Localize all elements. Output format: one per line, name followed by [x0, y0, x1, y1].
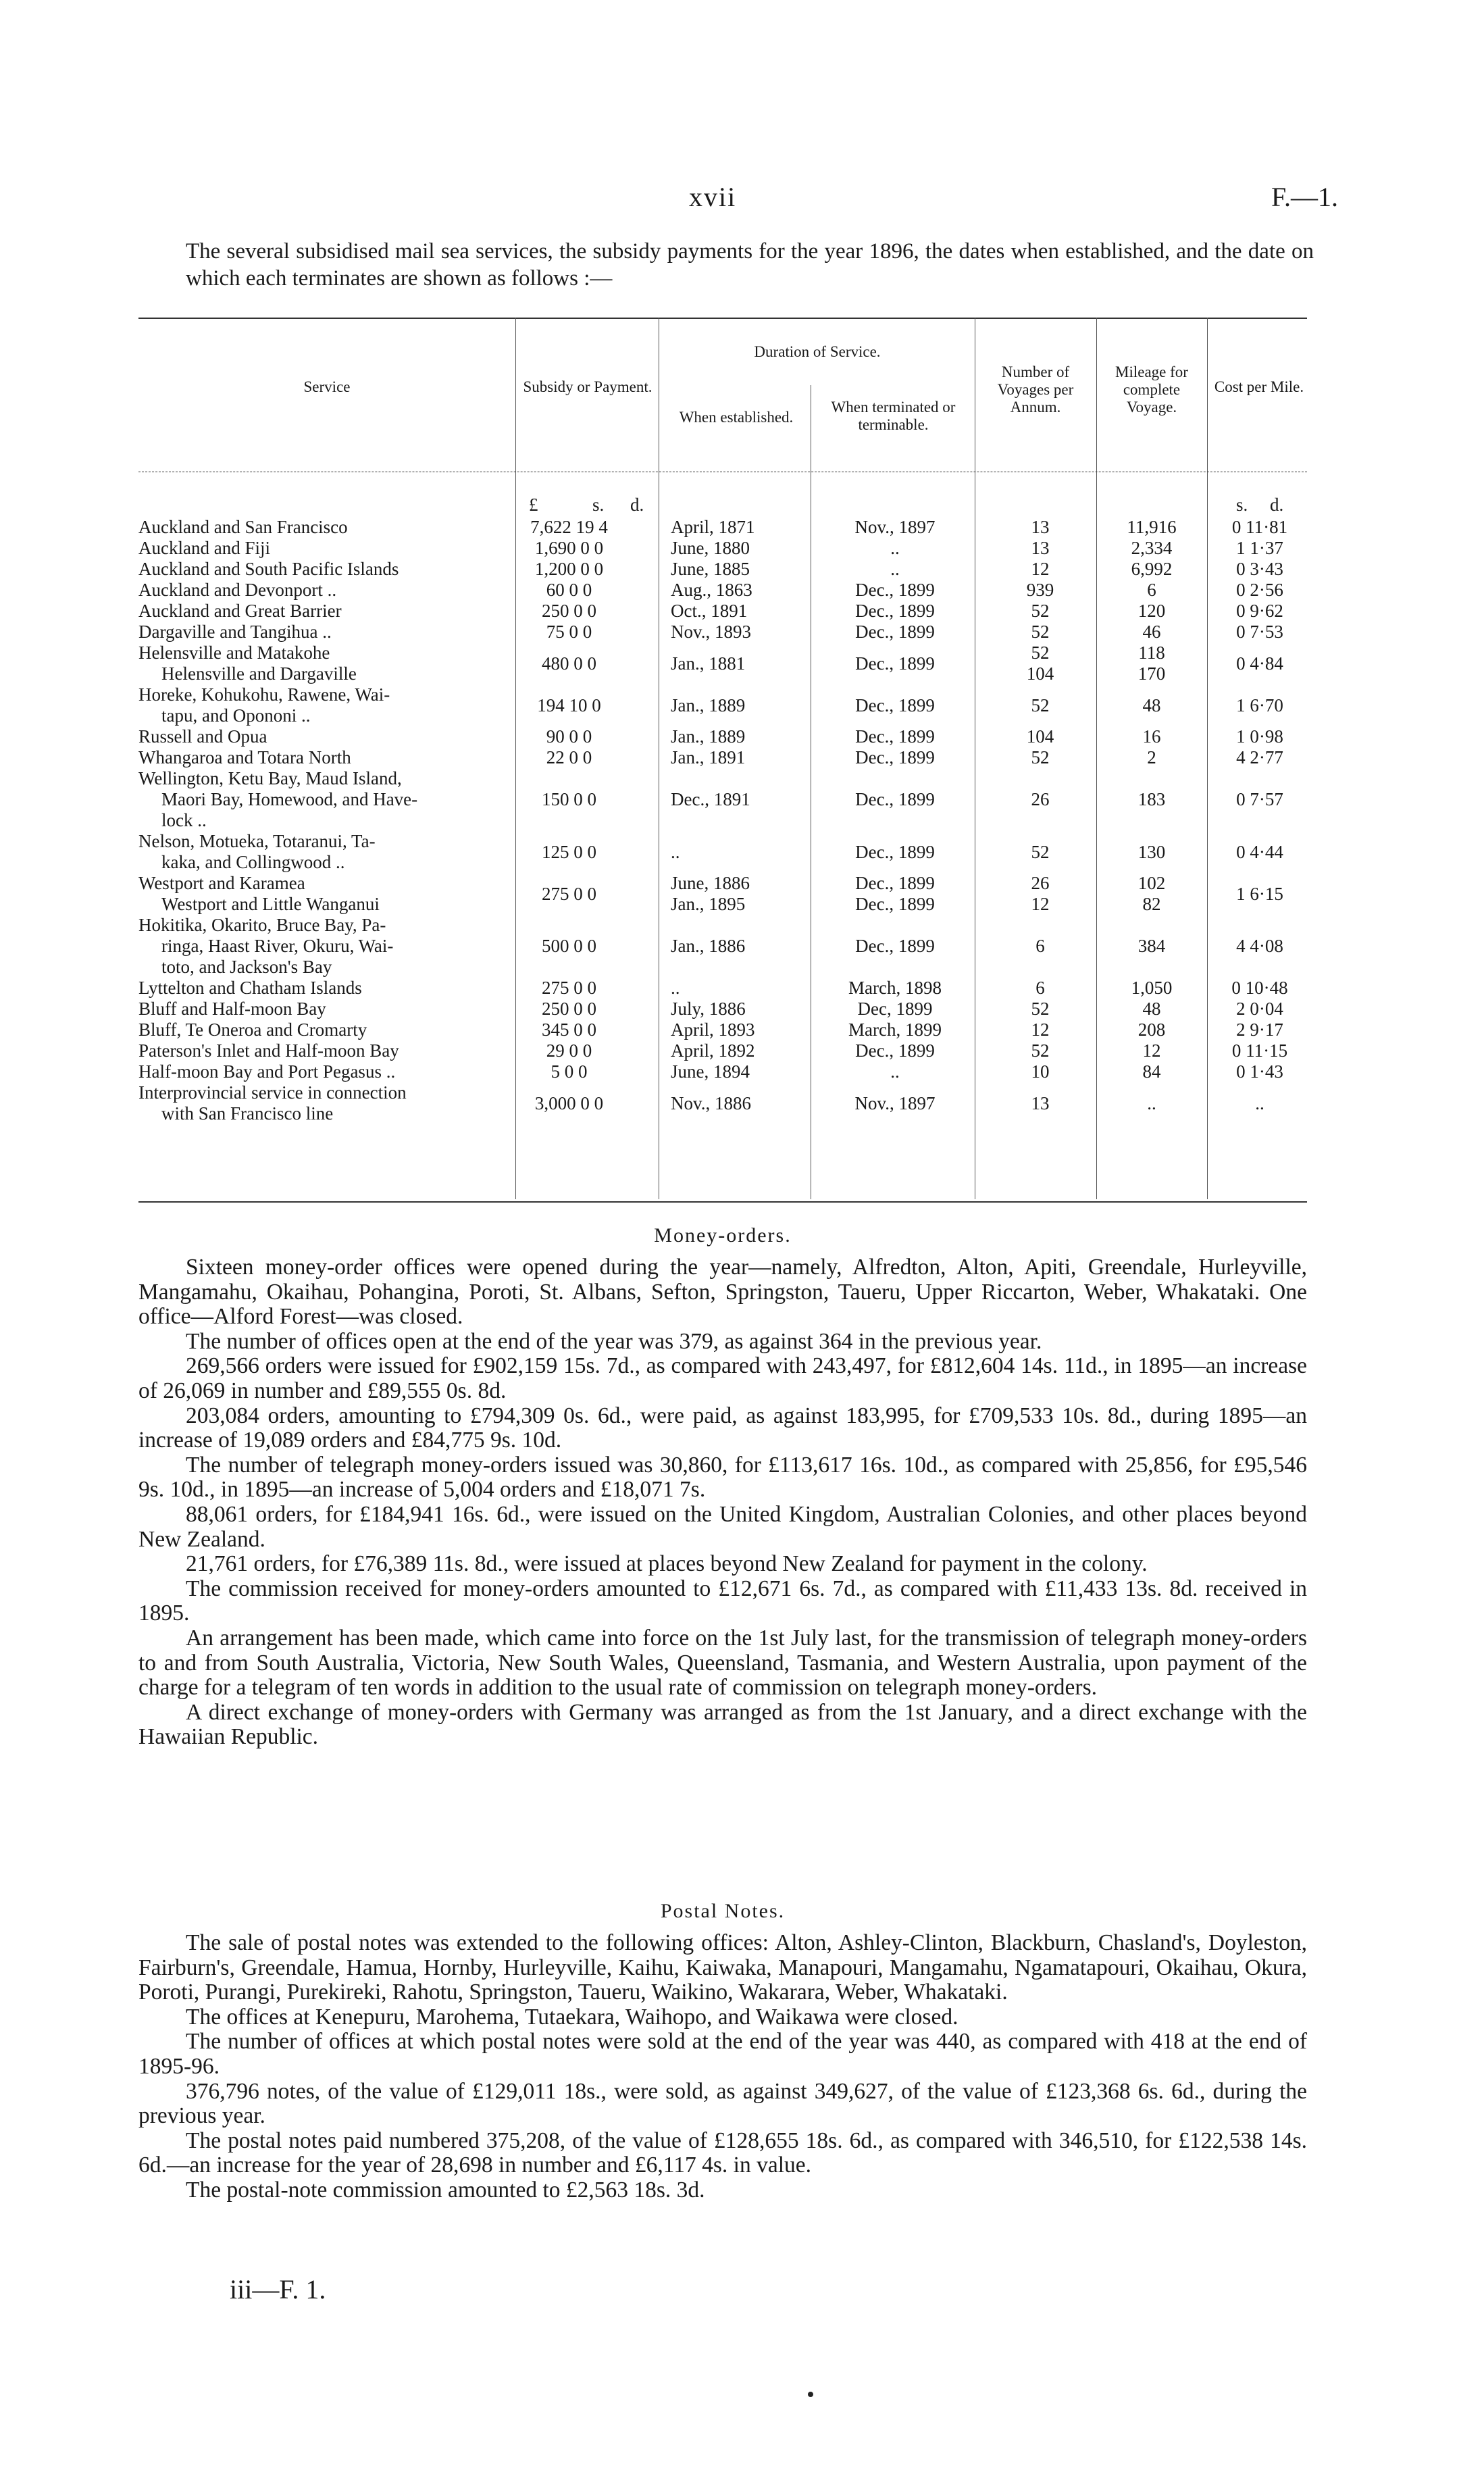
- voyages-per-annum: 13: [1031, 538, 1050, 558]
- voyages-per-annum: 52: [1031, 601, 1050, 621]
- mileage-per-voyage: 183: [1137, 789, 1166, 809]
- date-established: April, 1893: [671, 1020, 755, 1040]
- table-row: [138, 622, 1307, 643]
- service-name: [138, 1040, 503, 1061]
- service-line: kaka, and Collingwood ..: [161, 852, 345, 872]
- money-orders-section: [138, 1255, 1307, 1750]
- date-terminated: Dec., 1899: [855, 936, 935, 956]
- date-established: Jan., 1881: [671, 653, 746, 674]
- mileage-per-voyage: 16: [1142, 726, 1161, 747]
- header-voyages: Number of Voyages per Annum.: [997, 363, 1074, 416]
- postal-notes-section: [138, 1931, 1307, 2203]
- cost-per-mile: 0 11·81: [1231, 517, 1288, 537]
- subsidy-amount: 22 0 0: [546, 747, 592, 768]
- service-line: Dargaville and Tangihua ..: [138, 622, 332, 642]
- subsidy-amount: 345 0 0: [542, 1020, 596, 1040]
- table-row: [138, 601, 1307, 622]
- service-line: Auckland and Great Barrier: [138, 601, 342, 621]
- cost-per-mile: 0 9·62: [1236, 601, 1283, 621]
- service-line: Westport and Karamea: [138, 873, 305, 893]
- service-line: Auckland and Fiji: [138, 538, 270, 558]
- cost-per-mile: 0 7·57: [1236, 789, 1283, 809]
- mileage-per-voyage: 1,050: [1131, 978, 1173, 998]
- service-line: Hokitika, Okarito, Bruce Bay, Pa-: [138, 915, 386, 935]
- voyages-per-annum: 12: [1031, 1020, 1050, 1040]
- voyages-per-annum: 13: [1031, 1092, 1050, 1113]
- header-subsidy: Subsidy or Payment.: [523, 378, 653, 395]
- date-terminated: Dec., 1899: [855, 601, 935, 621]
- date-established: ..: [671, 978, 680, 998]
- voyages-per-annum: 10: [1031, 1061, 1050, 1082]
- service-line: Wellington, Ketu Bay, Maud Island,: [138, 768, 402, 788]
- date-terminated: March, 1898: [848, 978, 942, 998]
- date-established: April, 1871: [671, 517, 755, 537]
- money-orders-paragraph: Sixteen money-order offices were opened during the year—namely, Alfredton, Alton, Apiti, Greendale, Hurleyville, Mangamahu, Okaihau, Pohangina, Poroti, St. Albans, Sefton, Springston, Taueru, Upper Riccarton, Weber, Whakataki. One office—Alford Forest—was closed.: [138, 1255, 1307, 1330]
- table-row: [138, 517, 1307, 538]
- voyages-per-annum: 6: [1035, 978, 1045, 998]
- table-row: [138, 1061, 1307, 1082]
- subsidy-amount: 500 0 0: [542, 936, 596, 956]
- unit-cost-pence: d.: [1270, 495, 1284, 515]
- service-name: [138, 978, 503, 999]
- service-line: Maori Bay, Homewood, and Have-: [161, 789, 418, 809]
- mileage-per-voyage: 208: [1137, 1020, 1166, 1040]
- date-terminated: Nov., 1897: [854, 1092, 936, 1113]
- service-line: Westport and Little Wanganui: [161, 894, 380, 914]
- postal-notes-paragraph: The number of offices at which postal notes were sold at the end of the year was 440, as compared with 418 at the end of 1895-96.: [138, 2029, 1307, 2079]
- money-orders-paragraph: 269,566 orders were issued for £902,159 15s. 7d., as compared with 243,497, for £812,604 14s. 11d., in 1895—an increase of 26,069 in number and £89,555 0s. 8d.: [138, 1353, 1307, 1403]
- date-terminated: Dec., 1899: [855, 580, 935, 600]
- mileage-per-voyage: 130: [1137, 841, 1166, 862]
- service-line: Bluff, Te Oneroa and Cromarty: [138, 1020, 367, 1040]
- subsidy-amount: 7,622 19 4: [530, 517, 608, 537]
- postal-notes-paragraph: The offices at Kenepuru, Marohema, Tutaekara, Waihopo, and Waikawa were closed.: [186, 2004, 958, 2030]
- date-established: June, 1886 Jan., 1895: [671, 873, 750, 914]
- subsidy-amount: 1,200 0 0: [534, 559, 604, 579]
- mileage-per-voyage: 84: [1142, 1061, 1161, 1082]
- mileage-per-voyage: 2: [1147, 747, 1156, 768]
- money-orders-paragraph: An arrangement has been made, which came into force on the 1st July last, for the transmission of telegraph money-orders to and from South Australia, Victoria, New South Wales, Queensland, Tasmania, and Western Australia, upon payment of the charge for a telegram of ten words in addition to the usual rate of commission on telegraph money-orders.: [138, 1625, 1307, 1701]
- subsidy-amount: 3,000 0 0: [534, 1092, 604, 1113]
- money-orders-paragraph: 21,761 orders, for £76,389 11s. 8d., were issued at places beyond New Zealand for payment in the colony.: [186, 1551, 1148, 1577]
- voyages-per-annum: 26 12: [1031, 873, 1050, 914]
- header-established: When established.: [679, 409, 794, 426]
- subsidy-amount: 250 0 0: [542, 999, 596, 1019]
- unit-pound: £: [529, 495, 538, 515]
- voyages-per-annum: 12: [1031, 559, 1050, 579]
- mileage-per-voyage: 118 170: [1137, 643, 1166, 684]
- service-name: [138, 559, 503, 580]
- service-name: [138, 517, 503, 538]
- service-line: tapu, and Opononi ..: [161, 705, 311, 726]
- subsidy-amount: 29 0 0: [546, 1040, 592, 1061]
- service-name: [138, 538, 503, 559]
- service-name: [138, 1082, 503, 1124]
- service-line: Helensville and Matakohe: [138, 643, 330, 663]
- cost-per-mile: 2 9·17: [1236, 1020, 1283, 1040]
- date-established: June, 1894: [671, 1061, 750, 1082]
- mileage-per-voyage: 120: [1137, 601, 1166, 621]
- table-row: [138, 726, 1307, 747]
- subsidy-amount: 275 0 0: [542, 978, 596, 998]
- intro-paragraph: The several subsidised mail sea services, the subsidy payments for the year 1896, the dates when established, and the date on which each terminates are shown as follows :—: [186, 239, 1314, 291]
- service-name: [138, 831, 503, 873]
- date-terminated: Dec., 1899: [855, 1040, 935, 1061]
- voyages-per-annum: 52: [1031, 999, 1050, 1019]
- cost-per-mile: 1 0·98: [1236, 726, 1283, 747]
- voyages-per-annum: 939: [1026, 580, 1054, 600]
- service-name: [138, 726, 503, 747]
- date-terminated: ..: [890, 1061, 900, 1082]
- postal-notes-paragraph: 376,796 notes, of the value of £129,011 18s., were sold, as against 349,627, of the value of £123,368 6s. 6d., during the previous year.: [138, 2078, 1307, 2129]
- date-established: Dec., 1891: [671, 789, 750, 809]
- service-line: lock ..: [161, 810, 207, 830]
- service-name: [138, 580, 503, 601]
- service-line: toto, and Jackson's Bay: [161, 957, 332, 977]
- table-row: [138, 978, 1307, 999]
- service-line: Lyttelton and Chatham Islands: [138, 978, 362, 998]
- header-service: Service: [303, 378, 351, 395]
- service-name: [138, 747, 503, 768]
- voyages-per-annum: 52: [1031, 695, 1050, 715]
- mileage-per-voyage: 48: [1142, 999, 1161, 1019]
- cost-per-mile: 0 1·43: [1236, 1061, 1283, 1082]
- date-established: June, 1880: [671, 538, 750, 558]
- table-row: [138, 580, 1307, 601]
- cost-per-mile: 1 6·15: [1236, 883, 1283, 904]
- date-established: Jan., 1889: [671, 695, 746, 715]
- service-name: [138, 1020, 503, 1040]
- money-orders-heading: Money-orders.: [654, 1224, 792, 1247]
- subsidy-amount: 5 0 0: [551, 1061, 588, 1082]
- date-established: Jan., 1891: [671, 747, 746, 768]
- service-name: [138, 915, 503, 978]
- date-terminated: ..: [890, 538, 900, 558]
- table-row: [138, 538, 1307, 559]
- cost-per-mile: 0 11·15: [1231, 1040, 1288, 1061]
- voyages-per-annum: 26: [1031, 789, 1050, 809]
- cost-per-mile: 0 3·43: [1236, 559, 1283, 579]
- service-line: Half-moon Bay and Port Pegasus ..: [138, 1061, 396, 1082]
- subsidy-amount: 125 0 0: [542, 841, 596, 862]
- cost-per-mile: 0 7·53: [1236, 622, 1283, 642]
- cost-per-mile: 1 1·37: [1236, 538, 1283, 558]
- voyages-per-annum: 52: [1031, 622, 1050, 642]
- service-name: [138, 1061, 503, 1082]
- date-terminated: Dec., 1899: [855, 726, 935, 747]
- mileage-per-voyage: 11,916: [1127, 517, 1177, 537]
- voyages-per-annum: 52 104: [1026, 643, 1054, 684]
- service-name: [138, 768, 503, 831]
- postal-notes-paragraph: The sale of postal notes was extended to the following offices: Alton, Ashley-Clinton, Blackburn, Chasland's, Doyleston, Fairburn's, Greendale, Hamua, Hornby, Hurleyville, Kaihu, Kaiwaka, Manapouri, Mangamahu, Ngamatapouri, Okaihau, Okura, Poroti, Purangi, Purekireki, Rahotu, Springston, Taueru, Waikino, Wakarara, Weber, Whakataki.: [138, 1930, 1307, 2005]
- cost-per-mile: 1 6·70: [1236, 695, 1283, 715]
- date-established: Nov., 1886: [671, 1092, 751, 1113]
- subsidy-amount: 1,690 0 0: [534, 538, 604, 558]
- cost-per-mile: 4 2·77: [1236, 747, 1283, 768]
- table-row: [138, 831, 1307, 873]
- date-terminated: March, 1899: [848, 1020, 942, 1040]
- page-mark: [808, 2392, 813, 2397]
- header-mileage: Mileage for complete Voyage.: [1115, 363, 1188, 416]
- subsidy-amount: 60 0 0: [546, 580, 592, 600]
- date-terminated: Dec., 1899: [855, 747, 935, 768]
- money-orders-paragraph: 88,061 orders, for £184,941 16s. 6d., were issued on the United Kingdom, Australian Colonies, and other places beyond New Zealand.: [138, 1501, 1307, 1552]
- date-established: Nov., 1893: [671, 622, 751, 642]
- date-established: Jan., 1886: [671, 936, 746, 956]
- table-row: [138, 559, 1307, 580]
- mileage-per-voyage: 384: [1137, 936, 1166, 956]
- mileage-per-voyage: 6: [1147, 580, 1156, 600]
- date-terminated: Nov., 1897: [854, 517, 936, 537]
- service-line: with San Francisco line: [161, 1103, 334, 1124]
- mileage-per-voyage: 102 82: [1137, 873, 1166, 914]
- signature-line: iii—F. 1.: [230, 2274, 326, 2305]
- table-row: [138, 684, 1307, 726]
- service-line: Russell and Opua: [138, 726, 267, 747]
- mileage-per-voyage: ..: [1147, 1092, 1156, 1113]
- postal-notes-paragraph: The postal-note commission amounted to £2,563 18s. 3d.: [186, 2177, 705, 2203]
- cost-per-mile: 0 2·56: [1236, 580, 1283, 600]
- money-orders-paragraph: The number of offices open at the end of the year was 379, as against 364 in the previous year.: [186, 1328, 1042, 1354]
- table-row: [138, 1040, 1307, 1061]
- cost-per-mile: 0 4·84: [1236, 653, 1283, 674]
- money-orders-paragraph: The number of telegraph money-orders issued was 30,860, for £113,617 16s. 10d., as compared with 25,856, for £95,546 9s. 10d., in 1895—an increase of 5,004 orders and £18,071 7s.: [138, 1452, 1307, 1503]
- service-name: [138, 601, 503, 622]
- voyages-per-annum: 104: [1026, 726, 1054, 747]
- service-line: Whangaroa and Totara North: [138, 747, 351, 768]
- money-orders-paragraph: 203,084 orders, amounting to £794,309 0s. 6d., were paid, as against 183,995, for £709,533 10s. 8d., during 1895—an increase of 19,089 orders and £84,775 9s. 10d.: [138, 1403, 1307, 1453]
- table-top-rule: [138, 318, 1307, 319]
- voyages-per-annum: 13: [1031, 517, 1050, 537]
- date-established: Oct., 1891: [671, 601, 748, 621]
- unit-shilling: s.: [592, 495, 605, 515]
- mileage-per-voyage: 46: [1142, 622, 1161, 642]
- date-terminated: Dec., 1899: [855, 653, 935, 674]
- cost-per-mile: 4 4·08: [1236, 936, 1283, 956]
- service-name: [138, 684, 503, 726]
- service-line: Auckland and Devonport ..: [138, 580, 337, 600]
- money-orders-paragraph: A direct exchange of money-orders with Germany was arranged as from the 1st January, and a direct exchange with the Hawaiian Republic.: [138, 1699, 1307, 1750]
- postal-notes-heading: Postal Notes.: [660, 1900, 786, 1922]
- subsidy-amount: 90 0 0: [546, 726, 592, 747]
- table-bottom-rule: [138, 1201, 1307, 1203]
- service-line: ringa, Haast River, Okuru, Wai-: [161, 936, 394, 956]
- mileage-per-voyage: 12: [1142, 1040, 1161, 1061]
- voyages-per-annum: 52: [1031, 1040, 1050, 1061]
- cost-per-mile: 0 10·48: [1231, 978, 1288, 998]
- date-terminated: Dec., 1899: [855, 841, 935, 862]
- date-terminated: Dec., 1899 Dec., 1899: [855, 873, 935, 914]
- table-row: [138, 999, 1307, 1020]
- subsidy-amount: 75 0 0: [546, 622, 592, 642]
- subsidy-amount: 194 10 0: [537, 695, 601, 715]
- table-row: [138, 1082, 1307, 1124]
- subsidy-amount: 275 0 0: [542, 883, 596, 904]
- document-reference: F.—1.: [1271, 182, 1339, 212]
- postal-notes-paragraph: The postal notes paid numbered 375,208, of the value of £128,655 18s. 6d., as compared with 346,510, for £122,538 14s. 6d.—an increase for the year of 28,698 in number and £6,117 4s. in value.: [138, 2128, 1307, 2178]
- service-line: Interprovincial service in connection: [138, 1082, 407, 1103]
- voyages-per-annum: 52: [1031, 841, 1050, 862]
- header-cost: Cost per Mile.: [1214, 378, 1304, 395]
- date-established: June, 1885: [671, 559, 750, 579]
- service-line: Helensville and Dargaville: [161, 663, 357, 684]
- mileage-per-voyage: 48: [1142, 695, 1161, 715]
- header-terminated: When terminated or terminable.: [831, 399, 956, 433]
- date-terminated: Dec., 1899: [855, 695, 935, 715]
- date-established: April, 1892: [671, 1040, 755, 1061]
- service-name: [138, 999, 503, 1020]
- mileage-per-voyage: 6,992: [1131, 559, 1173, 579]
- date-terminated: Dec, 1899: [857, 999, 933, 1019]
- service-name: [138, 622, 503, 643]
- service-line: Bluff and Half-moon Bay: [138, 999, 326, 1019]
- unit-cost-shilling: s.: [1236, 495, 1248, 515]
- table-row: [138, 747, 1307, 768]
- service-line: Nelson, Motueka, Totaranui, Ta-: [138, 831, 376, 851]
- header-duration: Duration of Service.: [754, 343, 881, 360]
- table-row: [138, 915, 1307, 978]
- voyages-per-annum: 52: [1031, 747, 1050, 768]
- date-terminated: ..: [890, 559, 900, 579]
- subsidy-amount: 150 0 0: [542, 789, 596, 809]
- service-line: Paterson's Inlet and Half-moon Bay: [138, 1040, 399, 1061]
- table-row: [138, 1020, 1307, 1040]
- service-line: Auckland and South Pacific Islands: [138, 559, 399, 579]
- date-established: July, 1886: [671, 999, 746, 1019]
- table-row: [138, 873, 1307, 915]
- subsidy-amount: 250 0 0: [542, 601, 596, 621]
- date-terminated: Dec., 1899: [855, 789, 935, 809]
- cost-per-mile: 2 0·04: [1236, 999, 1283, 1019]
- cost-per-mile: ..: [1255, 1092, 1264, 1113]
- table-row: [138, 643, 1307, 684]
- page-number: xvii: [689, 182, 737, 212]
- service-name: [138, 643, 503, 684]
- mileage-per-voyage: 2,334: [1131, 538, 1173, 558]
- subsidy-amount: 480 0 0: [542, 653, 596, 674]
- table-row: [138, 768, 1307, 831]
- service-name: [138, 873, 503, 915]
- unit-pence: d.: [630, 495, 644, 515]
- date-established: Aug., 1863: [671, 580, 752, 600]
- money-orders-paragraph: The commission received for money-orders amounted to £12,671 6s. 7d., as compared with £11,433 13s. 8d. received in 1895.: [138, 1576, 1307, 1626]
- voyages-per-annum: 6: [1035, 936, 1045, 956]
- service-line: Auckland and San Francisco: [138, 517, 348, 537]
- date-established: ..: [671, 841, 680, 862]
- cost-per-mile: 0 4·44: [1236, 841, 1283, 862]
- date-established: Jan., 1889: [671, 726, 746, 747]
- date-terminated: Dec., 1899: [855, 622, 935, 642]
- service-line: Horeke, Kohukohu, Rawene, Wai-: [138, 684, 390, 705]
